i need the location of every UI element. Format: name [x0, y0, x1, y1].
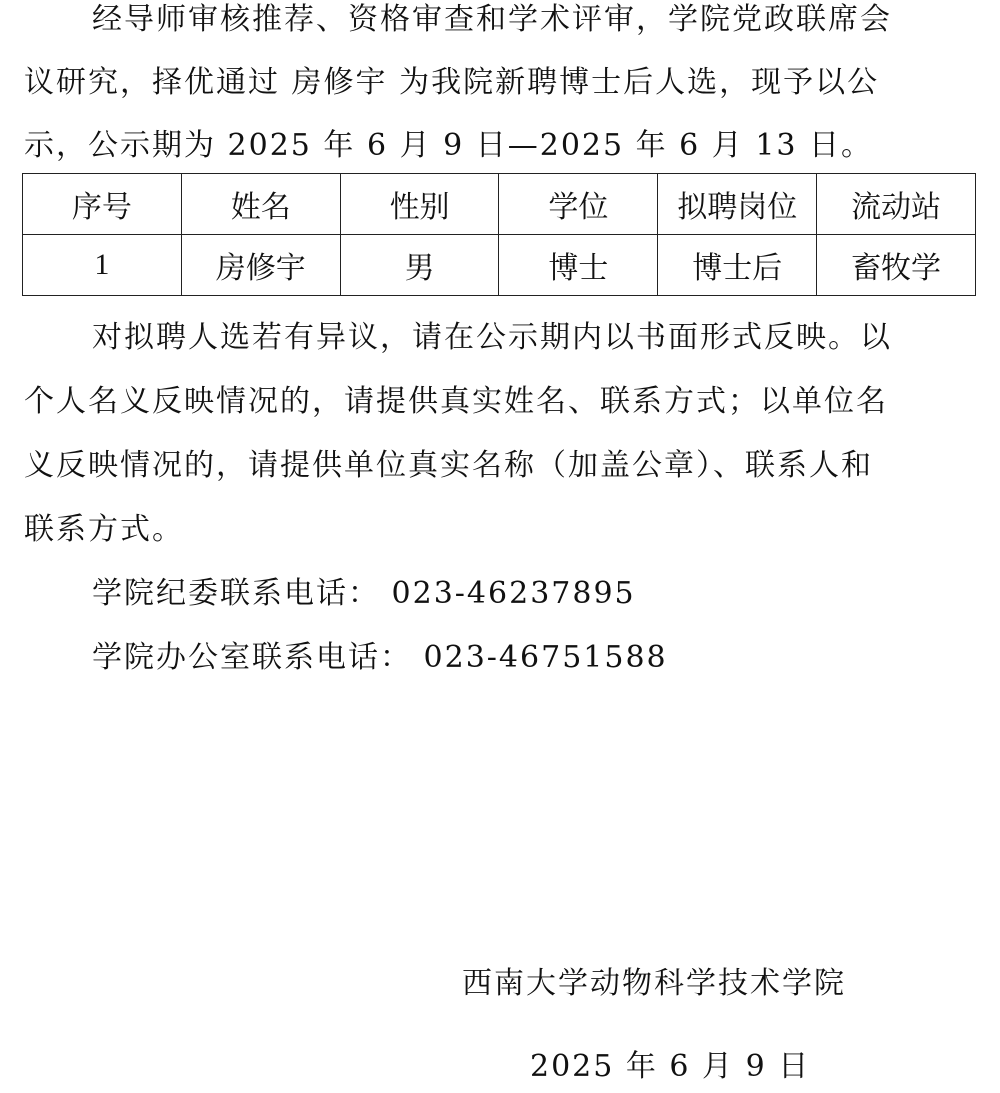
- discipline-committee-phone: 学院纪委联系电话： 023-46237895: [92, 576, 636, 611]
- signature-organization: 西南大学动物科学技术学院: [462, 966, 846, 1001]
- candidate-table: [22, 173, 976, 296]
- intro-line-1: 经导师审核推荐、资格审查和学术评审，学院党政联席会: [92, 2, 892, 37]
- intro-line-2: 议研究，择优通过 房修宇 为我院新聘博士后人选，现予以公: [24, 65, 880, 100]
- table-row: [23, 235, 976, 296]
- header-name: 姓名: [181, 174, 340, 235]
- objection-line-3: 义反映情况的，请提供单位真实名称（加盖公章）、联系人和: [24, 448, 873, 483]
- cell-position: 博士后: [658, 235, 817, 296]
- header-degree: 学位: [499, 174, 658, 235]
- header-gender: 性别: [340, 174, 499, 235]
- header-station: 流动站: [817, 174, 976, 235]
- signature-date: 2025 年 6 月 9 日: [530, 1049, 811, 1084]
- office-phone: 学院办公室联系电话： 023-46751588: [92, 640, 668, 675]
- cell-serial-number: 1: [23, 235, 182, 296]
- intro-line-3: 示，公示期为 2025 年 6 月 9 日—2025 年 6 月 13 日。: [24, 128, 874, 163]
- objection-line-2: 个人名义反映情况的，请提供真实姓名、联系方式；以单位名: [24, 384, 888, 419]
- cell-name: 房修宇: [181, 235, 340, 296]
- objection-line-4: 联系方式。: [24, 512, 184, 547]
- header-position: 拟聘岗位: [658, 174, 817, 235]
- table-header-row: [23, 174, 976, 235]
- cell-degree: 博士: [499, 235, 658, 296]
- header-serial-number: 序号: [23, 174, 182, 235]
- objection-line-1: 对拟聘人选若有异议，请在公示期内以书面形式反映。以: [92, 320, 892, 355]
- cell-gender: 男: [340, 235, 499, 296]
- cell-station: 畜牧学: [817, 235, 976, 296]
